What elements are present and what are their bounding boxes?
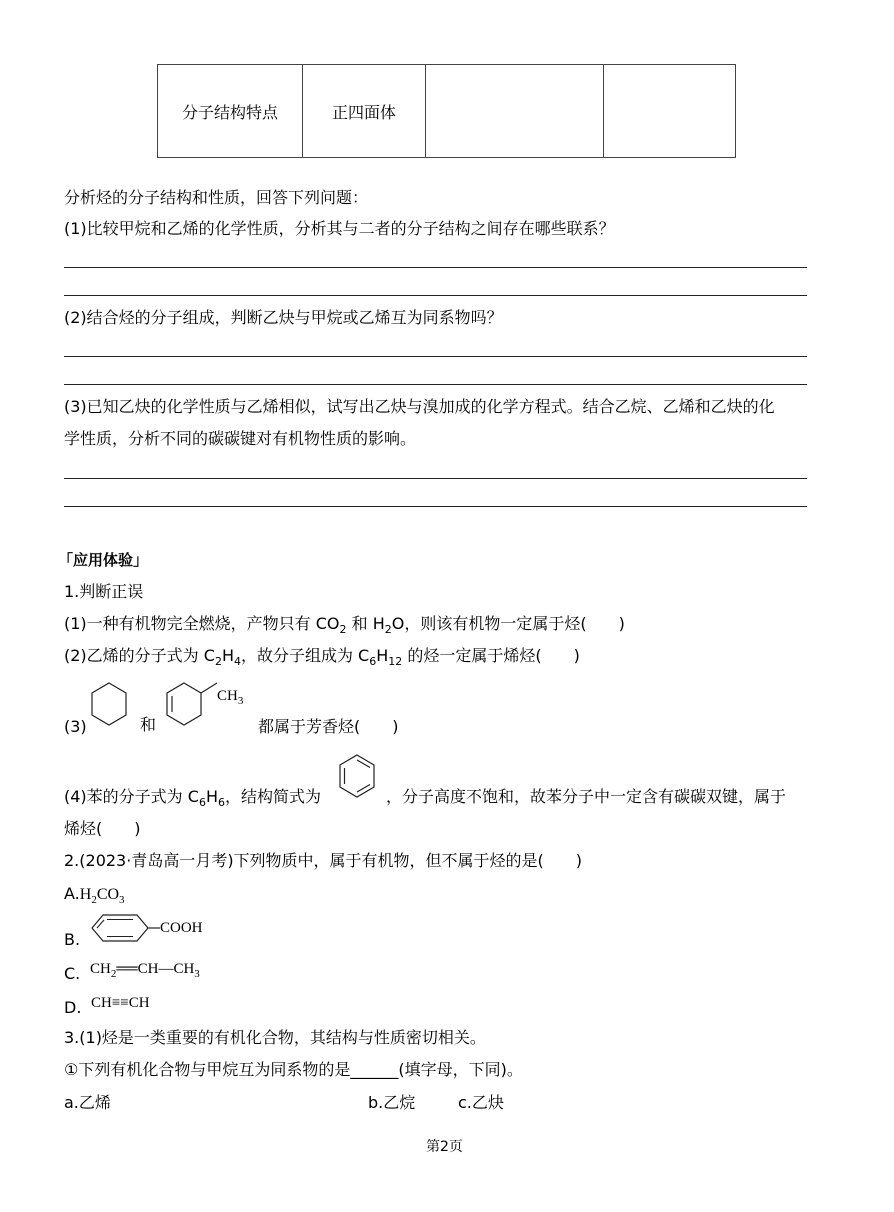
answer-line (64, 506, 807, 507)
page-number: 第2页 (426, 1139, 463, 1155)
acetylene-formula: CH≡≡CH (91, 995, 150, 1011)
problem-1-item-4-c: 烯烃( ) (64, 819, 141, 838)
problem-1-item-4-b: ，分子高度不饱和，故苯分子中一定含有碳碳双键，属于 (386, 787, 787, 806)
table-cell-blank (426, 65, 604, 158)
answer-line (64, 295, 807, 296)
answer-line (64, 267, 807, 268)
table-row (158, 65, 736, 158)
propene-formula: $CH_2══CH—CH_3$ (90, 961, 200, 980)
table-cell: 正四面体 (303, 65, 426, 158)
option-b: b.乙烷 (368, 1093, 416, 1112)
structure-table (157, 64, 736, 158)
problem-3-sub-1: ①下列有机化合物与甲烷互为同系物的是______(填字母，下同)。 (64, 1060, 523, 1079)
answer-line (64, 478, 807, 479)
problem-1-item-2: (2)乙烯的分子式为 $C_2H_4$，故分子组成为 $C_6H_{12}$ 的烃一定属于烯烃( ) (64, 646, 580, 668)
problem-1-item-3-text: 都属于芳香烃( ) (258, 717, 399, 736)
problem-1-item-1: (1)一种有机物完全燃烧，产物只有 $CO_2$ 和 $H_2O$，则该有机物一定属于烃( ) (64, 614, 625, 636)
table-row-label: 分子结构特点 (158, 65, 303, 158)
benzene-structure (336, 752, 380, 804)
answer-line (64, 384, 807, 385)
option-d-label: D. (64, 998, 82, 1017)
benzoic-acid-ring (90, 912, 160, 944)
problem-3-stem: 3.(1)烃是一类重要的有机化合物，其结构与性质密切相关。 (64, 1028, 486, 1047)
option-c: c.乙炔 (458, 1093, 504, 1112)
question-2: (2)结合烃的分子组成，判断乙炔与甲烷或乙烯互为同系物吗？ (64, 308, 503, 327)
option-c-label: C. (64, 964, 81, 983)
methyl-label: $CH_3$ (217, 688, 244, 707)
problem-1-item-4-a: (4)苯的分子式为 $C_6H_6$，结构简式为 (64, 787, 321, 809)
problem-1-item-3-number: (3) (64, 717, 87, 736)
problem-2-stem: 2.(2023·青岛高一月考)下列物质中，属于有机物，但不属于烃的是( ) (64, 851, 583, 870)
problem-1-title: 1.判断正误 (64, 582, 144, 601)
table-cell-blank (604, 65, 736, 158)
option-a: a.乙烯 (64, 1093, 111, 1112)
option-b-label: B. (64, 930, 81, 949)
question-3-line1: (3)已知乙炔的化学性质与乙烯相似，试写出乙炔与溴加成的化学方程式。结合乙烷、乙烯和乙炔的化 (64, 397, 775, 416)
analysis-intro: 分析烃的分子结构和性质，回答下列问题： (64, 188, 369, 207)
methylcyclohexene-structure (163, 680, 223, 730)
cyclohexane-structure (88, 680, 132, 730)
problem-1-item-3-and: 和 (140, 715, 157, 734)
section-heading: 「应用体验」 (58, 551, 149, 569)
option-a: $A.H_2CO_3$ (64, 884, 125, 906)
carboxyl-group: COOH (160, 920, 203, 936)
answer-line (64, 356, 807, 357)
question-3-line2: 学性质，分析不同的碳碳键对有机物性质的影响。 (64, 429, 417, 448)
question-1: (1)比较甲烷和乙烯的化学性质，分析其与二者的分子结构之间存在哪些联系？ (64, 219, 615, 238)
